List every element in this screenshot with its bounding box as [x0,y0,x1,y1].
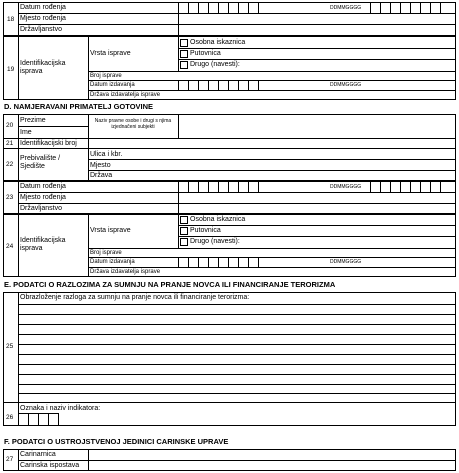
name-label: Ime [20,129,32,136]
row22-number: 22 [6,161,14,168]
recipient-option-other: Drugo (navesti): [190,238,240,245]
recipient-checkbox-passport[interactable] [180,227,188,235]
section-e-title: E. PODATCI O RAZLOZIMA ZA SUMNJU NA PRANJE NOVCA ILI FINANCIRANJE TERORIZMA [4,280,336,289]
customs-branch-field[interactable] [88,460,456,471]
citizenship-label: Državljanstvo [20,26,63,33]
country-label: Država [90,172,113,179]
recipient-birth-date-label: Datum rođenja [20,183,66,190]
recipient-citizenship-label: Državljanstvo [20,205,63,212]
row19-number: 19 [7,66,15,73]
recipient-date-format-hint: DDMMGGGG [330,184,362,190]
id-document-label: Identifikacijska isprava [20,60,66,75]
row18-frame [3,2,456,36]
section-d-title: D. NAMJERAVANI PRIMATELJ GOTOVINE [4,102,154,111]
checkbox-id-card[interactable] [180,39,188,47]
row27-number: 27 [6,456,14,463]
recipient-issuing-country-label: Država izdavatelja isprave [90,269,161,275]
row24-number: 24 [6,243,14,250]
customs-office-field[interactable] [88,449,456,460]
row23-frame [3,181,456,214]
date-format-hint: DDMMGGGG [330,5,362,11]
document-number-label: Broj isprave [90,73,122,79]
issue-date-format-hint: DDMMGGGG [330,82,362,88]
option-id-card: Osobna iskaznica [190,39,246,46]
row21-number: 21 [6,140,14,147]
recipient-option-id-card: Osobna iskaznica [190,216,246,223]
recipient-document-type-label: Vrsta isprave [90,227,131,234]
row26-number: 26 [6,414,14,421]
recipient-checkbox-id-card[interactable] [180,216,188,224]
residence-label: Prebivalište / Sjedište [20,155,61,170]
row25-number: 25 [6,343,14,350]
street-label: Ulica i kbr. [90,151,123,158]
place-label: Mjesto [90,162,111,169]
surname-label: Prezime [20,117,46,124]
issuing-country-label: Država izdavatelja isprave [90,92,161,98]
customs-branch-label: Carinska ispostava [20,462,80,469]
recipient-document-number-label: Broj isprave [90,250,122,256]
customs-office-label: Carinarnica [20,451,56,458]
option-other: Drugo (navesti): [190,61,240,68]
birth-date-label: Datum rođenja [20,4,66,11]
checkbox-passport[interactable] [180,50,188,58]
recipient-birth-place-label: Mjesto rođenja [20,194,66,201]
recipient-checkbox-other[interactable] [180,238,188,246]
legal-entity-note: Naziv pravne osobe i drugi s njima izjednačeni subjekti [94,118,172,130]
recipient-id-document-label: Identifikacijska isprava [20,237,66,252]
id-number-label: Identifikacijski broj [20,140,77,147]
checkbox-other[interactable] [180,61,188,69]
suspicion-reason-label: Obrazloženje razloga za sumnju na pranje novca ili financiranje terorizma: [20,294,250,301]
recipient-option-passport: Putovnica [190,227,221,234]
row20-number: 20 [6,122,14,129]
issue-date-label: Datum izdavanja [90,82,135,88]
row18-number: 18 [7,16,15,23]
option-passport: Putovnica [190,50,221,57]
section-f-title: F. PODATCI O USTROJSTVENOJ JEDINICI CARINSKE UPRAVE [4,437,229,446]
recipient-issue-date-format-hint: DDMMGGGG [330,259,362,265]
recipient-issue-date-label: Datum izdavanja [90,259,135,265]
indicator-label: Oznaka i naziv indikatora: [20,405,101,412]
birth-place-label: Mjesto rođenja [20,15,66,22]
document-type-label: Vrsta isprave [90,50,131,57]
row23-number: 23 [6,194,14,201]
